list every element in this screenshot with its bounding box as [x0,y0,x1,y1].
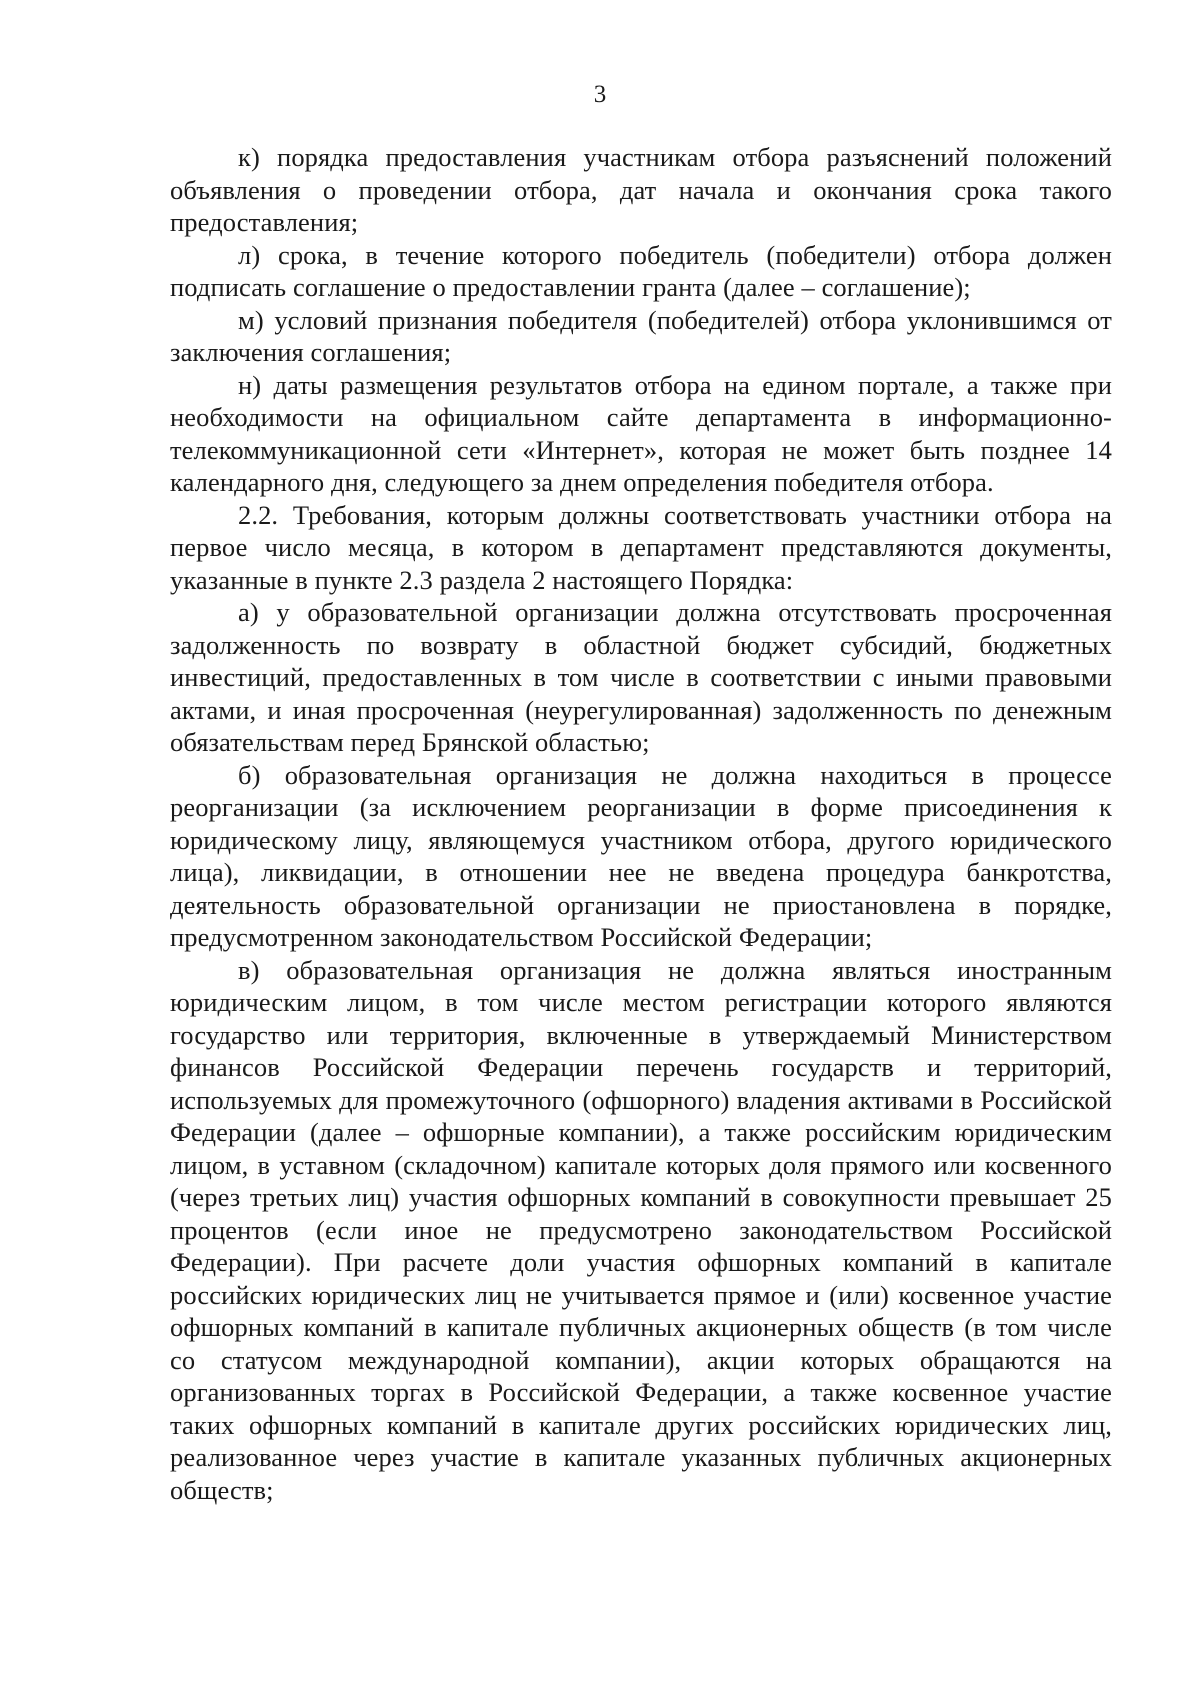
paragraph-item-l: л) срока, в течение которого победитель (победители) отбора должен подписать соглашение о предоставлении гранта (далее – соглашение); [170,239,1112,302]
document-body [170,141,1112,1506]
paragraph-item-k: к) порядка предоставления участникам отбора разъяснений положений объявления о проведении отбора, дат начала и окончания срока такого предоставления; [170,142,1112,237]
paragraph-item-m: м) условий признания победителя (победителей) отбора уклонившимся от заключения соглашения; [170,304,1112,367]
paragraph-item-b: б) образовательная организация не должна находиться в процессе реорганизации (за исключением реорганизации в форме присоединения к юридическому лицу, являющемуся участником отбора, другого юридического лица), ликвидации, в отношении нее не введена процедура банкротства, деятельность образовательной организации не приостановлена в порядке, предусмотренном законодательством Российской Федерации; [170,759,1112,952]
paragraph-section-2-2: 2.2. Требования, которым должны соответствовать участники отбора на первое число месяца, в котором в департамент представляются документы, указанные в пункте 2.3 раздела 2 настоящего Порядка: [170,499,1112,595]
page-number: 3 [593,81,607,108]
paragraph-item-v: в) образовательная организация не должна являться иностранным юридическим лицом, в том числе местом регистрации которого являются государство или территория, включенные в утверждаемый Министерством финансов Российской Федерации перечень государств и территорий, используемых для промежуточного (офшорного) владения активами в Российской Федерации (далее – офшорные компании), а также российским юридическим лицом, в уставном (складочном) капитале которых доля прямого или косвенного (через третьих лиц) участия офшорных компаний в совокупности превышает 25 процентов (если иное не предусмотрено законодательством Российской Федерации). При расчете доли участия офшорных компаний в капитале российских юридических лиц не учитывается прямое и (или) косвенное участие офшорных компаний в капитале публичных акционерных обществ (в том числе со статусом международной компании), акции которых обращаются на организованных торгах в Российской Федерации, а также косвенное участие таких офшорных компаний в капитале других российских юридических лиц, реализованное через участие в капитале указанных публичных акционерных обществ; [170,954,1112,1505]
paragraph-item-a: а) у образовательной организации должна отсутствовать просроченная задолженность по возврату в областной бюджет субсидий, бюджетных инвестиций, предоставленных в том числе в соответствии с иными правовыми актами, и иная просроченная (неурегулированная) задолженность по денежным обязательствам перед Брянской областью; [170,597,1112,757]
paragraph-item-n: н) даты размещения результатов отбора на едином портале, а также при необходимости на официальном сайте департамента в информационно-телекоммуникационной сети «Интернет», которая не может быть позднее 14 календарного дня, следующего за днем определения победителя отбора. [170,369,1112,497]
